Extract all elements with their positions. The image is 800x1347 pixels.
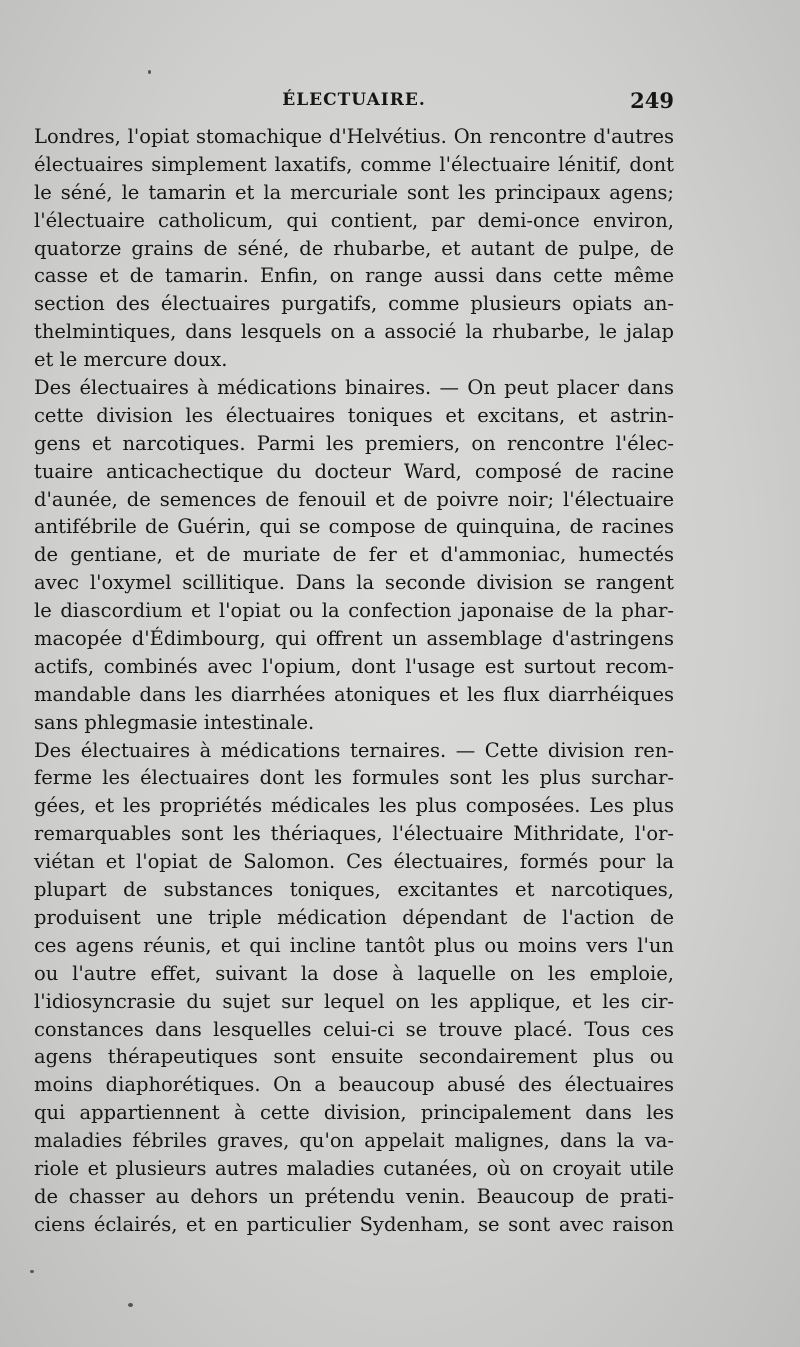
page-number: 249 [630,88,674,113]
text-line: ferme les électuaires dont les formules sont les plus surchar- [34,766,674,790]
body-text [34,123,674,1239]
text-line: riole et plusieurs autres maladies cutanées, où on croyait utile [34,1156,674,1180]
text-line: plupart de substances toniques, excitantes et narcotiques, [34,878,674,902]
text-line: maladies fébriles graves, qu'on appelait malignes, dans la va- [34,1129,674,1153]
text-line: d'aunée, de semences de fenouil et de poivre noir; l'électuaire [34,487,674,511]
running-head: ÉLECTUAIRE. [282,90,426,110]
text-line: casse et de tamarin. Enfin, on range aussi dans cette même [34,264,674,288]
text-line: cette division les électuaires toniques et excitans, et astrin- [34,403,674,427]
text-line: et le mercure doux. [34,348,228,372]
text-line: mandable dans les diarrhées atoniques et les flux diarrhéiques [34,682,674,706]
text-line: l'idiosyncrasie du sujet sur lequel on les applique, et les cir- [34,989,674,1013]
text-line: viétan et l'opiat de Salomon. Ces électuaires, formés pour la [34,850,674,874]
text-line: gées, et les propriétés médicales les plus composées. Les plus [34,794,674,818]
text-line: constances dans lesquelles celui-ci se trouve placé. Tous ces [34,1017,674,1041]
text-line: ciens éclairés, et en particulier Sydenham, se sont avec raison [34,1212,674,1236]
text-line: le diascordium et l'opiat ou la confection japonaise de la phar- [34,599,674,623]
text-line: remarquables sont les thériaques, l'électuaire Mithridate, l'or- [34,822,674,846]
text-line: avec l'oxymel scillitique. Dans la seconde division se rangent [34,571,674,595]
text-line: Londres, l'opiat stomachique d'Helvétius. On rencontre d'autres [34,125,674,148]
text-line: électuaires simplement laxatifs, comme l'électuaire lénitif, dont [34,152,674,176]
text-line: l'électuaire catholicum, qui contient, par demi-once environ, [34,208,674,232]
text-line: macopée d'Édimbourg, qui offrent un assemblage d'astringens [34,627,674,651]
text-line: ces agens réunis, et qui incline tantôt plus ou moins vers l'un [34,933,674,957]
text-line: actifs, combinés avec l'opium, dont l'usage est surtout recom- [34,654,674,678]
text-line: moins diaphorétiques. On a beaucoup abusé des électuaires [34,1073,674,1097]
text-line: qui appartiennent à cette division, principalement dans les [34,1101,674,1125]
text-line: gens et narcotiques. Parmi les premiers, on rencontre l'élec- [34,431,674,455]
text-line: Des électuaires à médications binaires. — On peut placer dans [34,376,674,400]
text-line: Des électuaires à médications ternaires. — Cette division ren- [34,738,674,762]
text-line: thelmintiques, dans lesquels on a associé la rhubarbe, le jalap [34,320,674,344]
text-line: de chasser au dehors un prétendu venin. Beaucoup de prati- [34,1184,674,1208]
paper-speck [148,70,151,74]
text-line: agens thérapeutiques sont ensuite secondairement plus ou [34,1045,674,1069]
page-header [34,88,674,114]
text-line: de gentiane, et de muriate de fer et d'ammoniac, humectés [34,543,674,567]
text-line: antifébrile de Guérin, qui se compose de quinquina, de racines [34,515,674,539]
text-line: quatorze grains de séné, de rhubarbe, et autant de pulpe, de [34,236,674,260]
text-line: section des électuaires purgatifs, comme plusieurs opiats an- [34,292,674,316]
paper-speck [128,1303,133,1307]
paper-speck [30,1270,34,1273]
text-line: sans phlegmasie intestinale. [34,710,315,734]
text-line: le séné, le tamarin et la mercuriale sont les principaux agens; [34,180,674,204]
text-line: ou l'autre effet, suivant la dose à laquelle on les emploie, [34,961,674,985]
text-line: produisent une triple médication dépendant de l'action de [34,905,674,929]
text-line: tuaire anticachectique du docteur Ward, composé de racine [34,459,674,483]
